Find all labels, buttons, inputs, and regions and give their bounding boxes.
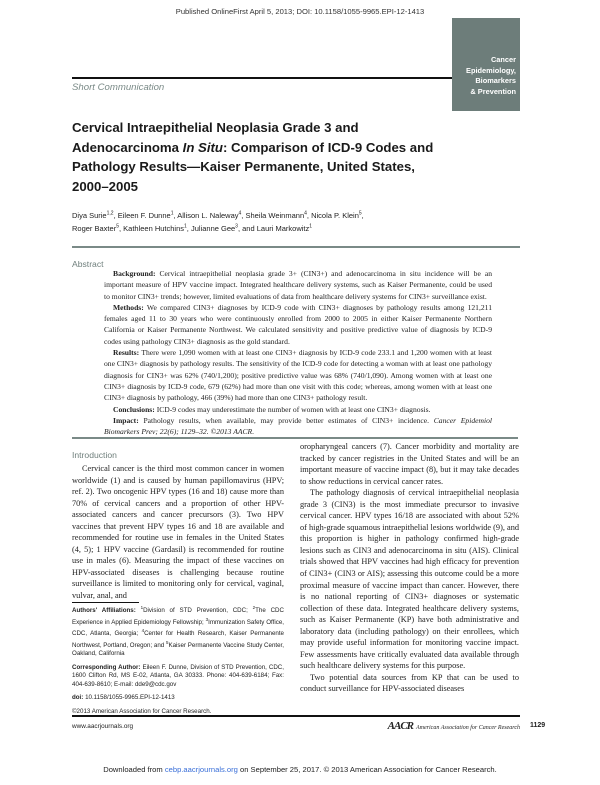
aacr-logo-mark: AACR — [387, 720, 414, 732]
author-name: Julianne Gee — [190, 223, 236, 233]
abstract-background — [104, 268, 492, 302]
affiliation-number: 1 — [140, 605, 144, 610]
footer-divider — [72, 715, 520, 717]
author-list — [72, 208, 452, 234]
abstract-heading: Abstract — [72, 259, 104, 269]
journal-badge — [452, 18, 520, 111]
journal-badge-line: Biomarkers — [475, 76, 516, 85]
org-name: American Association for Cancer Research — [416, 725, 520, 731]
affiliation: The CDC Experience in Applied Epidemiology Fellowship; — [72, 607, 284, 626]
author-name: Sheila Weinmann — [245, 210, 305, 220]
affiliation-number: 2 — [252, 605, 256, 610]
affiliation: Center for Health Research, Kaiser Permanente Northwest, Portland, Oregon; and — [72, 630, 284, 649]
corresponding-label: Corresponding Author: — [72, 663, 141, 671]
page-number: 1129 — [530, 722, 546, 729]
author — [242, 224, 312, 233]
author: Sheila Weinmann$^4$, — [245, 210, 312, 220]
author: Roger Baxter$^5$, — [72, 223, 124, 233]
journal-badge-line: Cancer — [490, 55, 516, 64]
author-affiliation: 1 — [170, 210, 174, 216]
author: Kathleen Hutchins$^1$, — [123, 223, 191, 233]
results-text: There were 1,090 women with at least one CIN3+ diagnosis by ICD-9 code 233.1 and 1,200 women with at least one CIN3+ diagnosis by pathology results. The sensitivity of the ICD-9 code for detecting a woman with at least one pathology diagnosis for CIN3+ was 62% (740/1,200); positive predictive value was 68% (740/1,090). Among women with at least one CIN3+ diagnosis by ICD-9 code, 679 (62%) had more than one visit with this code; whereas, among women with at least one CIN3+ diagnosis by pathology, 466 (39%) had more than one CIN3+ pathology result. — [104, 348, 492, 403]
author-affiliation: 5 — [116, 223, 119, 229]
citation: Cancer Epidemiol Biomarkers Prev; 22(6); 1129–32. ©2013 AACR. — [104, 415, 492, 437]
journal-badge-line: Epidemiology, — [466, 65, 516, 75]
header-divider — [72, 77, 452, 79]
introduction-heading: Introduction — [72, 450, 117, 460]
affiliations-block — [72, 604, 284, 721]
affiliation: Immunization Safety Office, CDC, Atlanta, Georgia; — [72, 618, 285, 638]
affiliation-number: 5 — [165, 639, 169, 645]
affiliation: Division of STD Prevention, CDC; — [143, 607, 253, 615]
abstract-conclusions — [104, 404, 492, 415]
author-name: Eileen F. Dunne — [117, 210, 171, 220]
author-affiliation: 3 — [235, 223, 238, 229]
download-prefix: Downloaded from — [103, 765, 165, 774]
body-divider — [72, 437, 518, 439]
author-name: Kathleen Hutchins — [123, 223, 185, 233]
author: Nicola P. Klein$^5$, — [311, 210, 364, 220]
abstract-divider — [72, 246, 520, 248]
corresponding-author — [72, 664, 284, 690]
doi — [72, 694, 284, 703]
author-name: Allison L. Naleway — [177, 210, 239, 220]
title-part: : Comparison of ICD-9 Codes and Pathology Results—Kaiser Permanente, United States, 2000–2005 — [72, 139, 434, 194]
results-label: Results: — [113, 348, 140, 358]
title-italic: In Situ — [182, 139, 223, 155]
corresponding-text: Eileen F. Dunne, Division of STD Prevention, CDC, 1600 Clifton Rd, MS E-02, Atlanta, GA 30333. Phone: 404-639-6184; Fax: 404-639-8610; E-mail: dde9@cdc.gov — [72, 663, 284, 688]
conclusions-label: Conclusions: — [113, 404, 155, 414]
affiliations — [72, 604, 284, 659]
paragraph: Cervical cancer is the third most common cancer in women worldwide (1) and is caused by human papillomavirus (HPV; ref. 2). Two oncogenic HPV types (16 and 18) cause more than 70% of cervical cancers and a proportion of other HPV-associated cancers and cancer precursors (3). Two HPV vaccines that prevent HPV types 16 and 18 are available and recommended for routine use in females in the United States (4, 5); 1 HPV vaccine (Gardasil) is recommended for routine use in males (6). Measuring the impact of these vaccines on HPV-associated diseases is challenging because routine surveillance is limited to monitoring only for cervical, vaginal, vulvar, anal, and — [72, 464, 284, 601]
copyright: ©2013 American Association for Cancer Research. — [72, 707, 212, 715]
journal-url-link[interactable]: www.aacrjournals.org — [72, 723, 134, 730]
author-affiliation: 1,2 — [106, 210, 114, 216]
article-title — [72, 118, 452, 196]
abstract-body — [104, 268, 492, 437]
paragraph: The pathology diagnosis of cervical intraepithelial neoplasia grade 3 (CIN3) is the most immediate precursor to invasive cervical cancer. HPV types 16/18 are associated with about 52% of high-grade squamous intraepithelial lesions worldwide (9), and this proportion is higher in pathology confirmed high-grade lesions such as CIN3 and adenocarcinoma in situ (AIS). Clinical trials showed that HPV vaccines had high efficacy for prevention of CIN3+ (CIN3 or AIS); assessing this outcome could be a more proximal measure of vaccine impact than cancer. However, there is no national reporting of CIN3+ diagnoses or systematic collection of these data. Integrated healthcare delivery systems, such as Kaiser Permanente (KP) have both administrative and laboratory data (including pathology) on their enrollees, which may provide useful information for monitoring vaccine impact. Few assessments have critically evaluated data available through such healthcare delivery systems for this purpose. — [300, 488, 519, 671]
impact-text: Pathology results, when available, may provide better estimates of CIN3+ incidence. — [143, 415, 430, 425]
background-text: Cervical intraepithelial neoplasia grade 3+ (CIN3+) and adenocarcinoma in situ incidence will be an important measure of HPV vaccine impact. Integrated healthcare delivery systems, such as Kaiser Permanente, could be used to monitor CIN3+ trends; however, limited evaluations of data from healthcare delivery systems for CIN3+ surveillance exist. — [104, 269, 492, 301]
impact-label: Impact: — [113, 415, 139, 425]
author-name: Nicola P. Klein — [311, 210, 359, 220]
aacr-logo — [380, 720, 520, 732]
author: Eileen F. Dunne$^1$, — [117, 210, 178, 220]
author-affiliation: 4 — [304, 210, 307, 216]
download-link[interactable]: cebp.aacrjournals.org — [164, 765, 238, 774]
abstract-impact — [104, 415, 492, 438]
affiliations-label: Authors' Affiliations: — [72, 607, 136, 615]
download-notice — [0, 765, 600, 774]
author: Allison L. Naleway$^4$, — [177, 210, 246, 220]
abstract-methods — [104, 302, 492, 347]
author: Julianne Gee$^3$, — [190, 223, 243, 233]
methods-label: Methods: — [113, 302, 144, 312]
paragraph: oropharyngeal cancers (7). Cancer morbidity and mortality are tracked by cancer registries in the United States and will be an important measure of vaccine impact (8), but it may take decades to show reductions in cervical cancer rates. — [300, 442, 519, 486]
doi-value[interactable]: 10.1158/1055-9965.EPI-12-1413 — [85, 694, 175, 702]
affiliation-number: 4 — [141, 628, 145, 634]
affiliations-divider — [72, 602, 139, 603]
title-part: Cervical Intraepithelial Neoplasia Grade 3 and Adenocarcinoma — [72, 120, 359, 155]
section-label: Short Communication — [72, 82, 165, 93]
doi-label: doi: — [72, 694, 84, 702]
left-column — [72, 463, 284, 602]
methods-text: We compared CIN3+ diagnoses by ICD-9 code with CIN3+ diagnoses by pathology results among 121,211 females aged 11 to 30 years who were continuously enrolled from 2000 to 2005 in either Kaiser Permanente Northern California or Kaiser Permanente Northwest. We calculated sensitivity and positive predictive value of diagnosis by ICD-9 codes using pathology CIN3+ diagnosis as the gold standard. — [104, 302, 492, 346]
author-affiliation: 5 — [358, 210, 362, 216]
abstract-results — [104, 347, 492, 403]
affiliation: Kaiser Permanente Vaccine Study Center, Oakland, California — [72, 641, 284, 658]
author-affiliation: 1 — [309, 223, 313, 229]
author: Diya Surie$^{1,2}$, — [72, 210, 118, 220]
author-affiliation: 1 — [184, 223, 187, 229]
journal-badge-line: & Prevention — [470, 86, 516, 96]
download-suffix: on September 25, 2017. © 2013 American Association for Cancer Research. — [237, 765, 497, 774]
right-column — [300, 441, 519, 695]
author-name: Diya Surie — [72, 210, 107, 220]
author-affiliation: 4 — [238, 210, 242, 216]
published-online-line: Published OnlineFirst April 5, 2013; DOI: 10.1158/1055-9965.EPI-12-1413 — [175, 7, 425, 16]
affiliation-number: 3 — [205, 616, 209, 622]
author-name: and Lauri Markowitz — [242, 223, 310, 233]
paragraph: Two potential data sources from KP that can be used to conduct surveillance for HPV-associated diseases — [300, 672, 519, 694]
background-label: Background: — [113, 269, 156, 278]
conclusions-text: ICD-9 codes may underestimate the number of women with at least one CIN3+ diagnosis. — [156, 404, 431, 414]
author-name: Roger Baxter — [72, 223, 117, 233]
